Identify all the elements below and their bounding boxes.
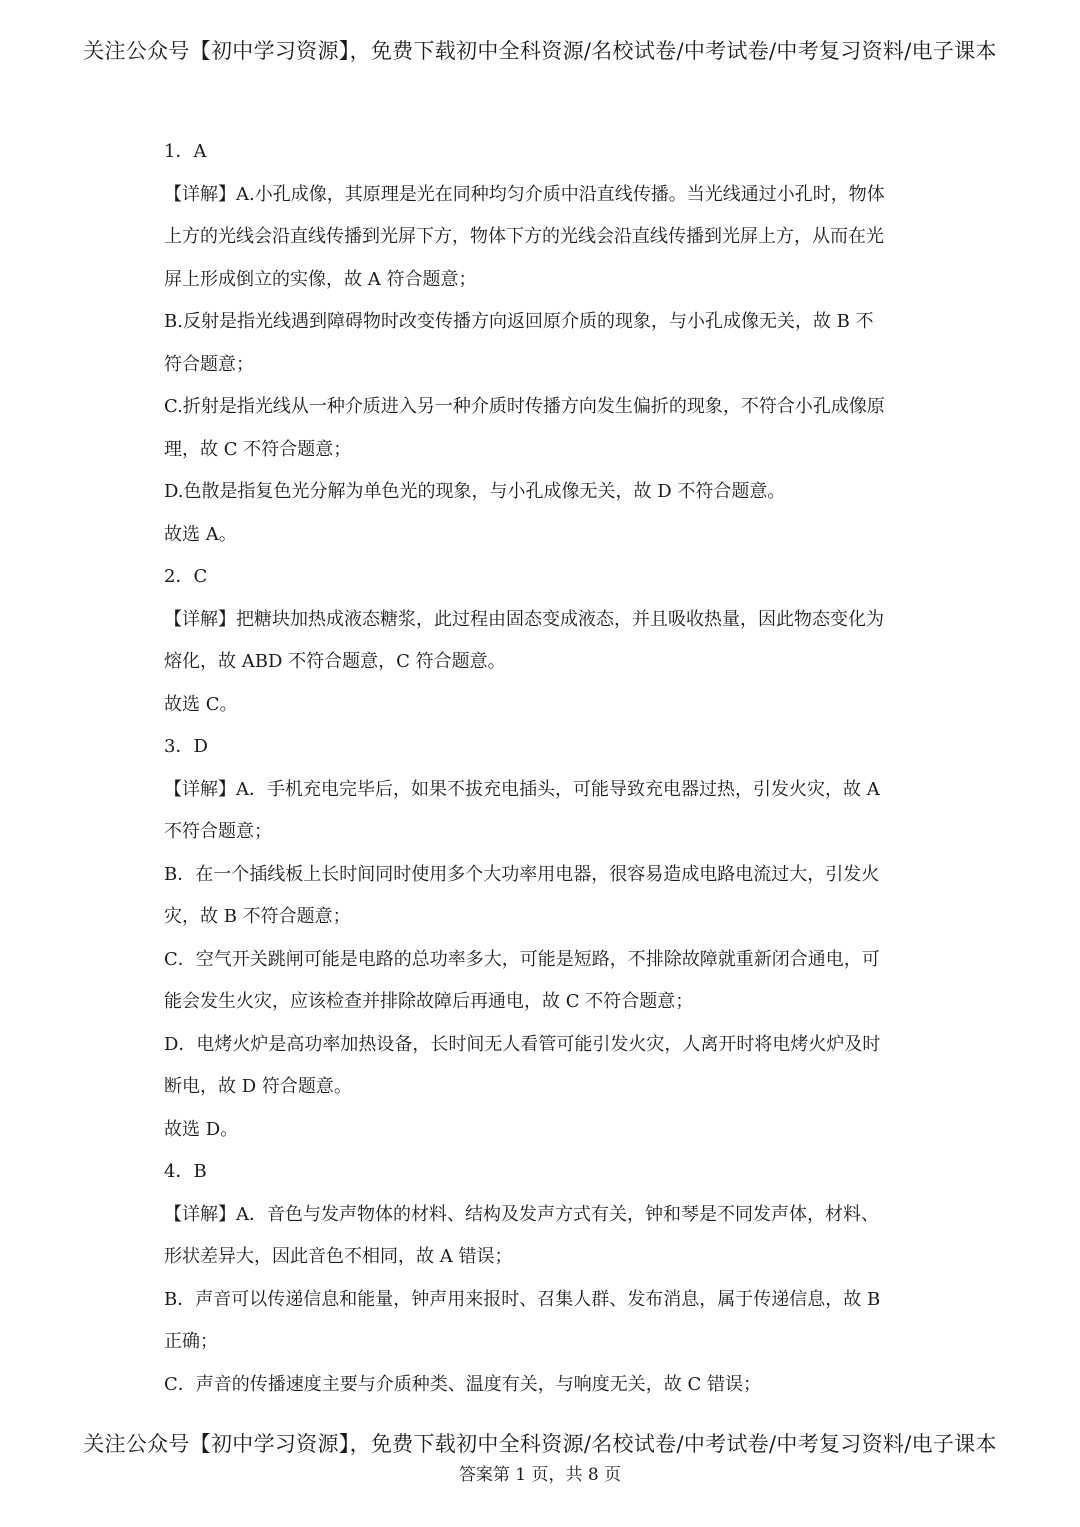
explanation-line: 【详解】A．音色与发声物体的材料、结构及发声方式有关，钟和琴是不同发声体，材料、 xyxy=(164,1203,879,1225)
explanation-line: 【详解】A．手机充电完毕后，如果不拔充电插头，可能导致充电器过热，引发火灾，故 A xyxy=(164,778,880,800)
explanation-line: 上方的光线会沿直线传播到光屏下方，物体下方的光线会沿直线传播到光屏上方，从而在光 xyxy=(164,226,884,247)
conclusion-line: 故选 D。 xyxy=(164,1118,239,1140)
explanation-line: C.折射是指光线从一种介质进入另一种介质时传播方向发生偏折的现象，不符合小孔成像原 xyxy=(164,396,885,417)
footer-banner: 关注公众号【初中学习资源】，免费下载初中全科资源/名校试卷/中考试卷/中考复习资料/电子课本 xyxy=(83,1432,997,1456)
header-banner: 关注公众号【初中学习资源】，免费下载初中全科资源/名校试卷/中考试卷/中考复习资料/电子课本 xyxy=(83,39,997,63)
explanation-line: D．电烤火炉是高功率加热设备，长时间无人看管可能引发火灾，人离开时将电烤火炉及时 xyxy=(164,1033,881,1055)
explanation-line: C．空气开关跳闸可能是电路的总功率多大，可能是短路，不排除故障就重新闭合通电，可 xyxy=(164,948,880,970)
explanation-line: B．声音可以传递信息和能量，钟声用来报时、召集人群、发布消息，属于传递信息，故 B xyxy=(164,1288,881,1310)
answer-heading: 4．B xyxy=(164,1161,207,1182)
explanation-line: 屏上形成倒立的实像，故 A 符合题意； xyxy=(164,268,477,290)
explanation-line: 形状差异大，因此音色不相同，故 A 错误； xyxy=(164,1246,513,1267)
explanation-line: 不符合题意； xyxy=(164,821,272,842)
explanation-line: B.反射是指光线遇到障碍物时改变传播方向返回原介质的现象，与小孔成像无关，故 B 不 xyxy=(164,311,874,332)
answer-heading: 3．D xyxy=(164,736,208,757)
explanation-line: D.色散是指复色光分解为单色光的现象，与小孔成像无关，故 D 不符合题意。 xyxy=(164,481,786,502)
explanation-line: 【详解】A.小孔成像，其原理是光在同种均匀介质中沿直线传播。当光线通过小孔时，物体 xyxy=(164,183,885,205)
explanation-line: 灾，故 B 不符合题意； xyxy=(164,906,351,927)
explanation-line: 能会发生火灾，应该检查并排除故障后再通电，故 C 不符合题意； xyxy=(164,991,694,1012)
explanation-line: 断电，故 D 符合题意。 xyxy=(164,1076,352,1097)
explanation-line: C．声音的传播速度主要与介质种类、温度有关，与响度无关，故 C 错误； xyxy=(164,1373,761,1395)
explanation-line: B．在一个插线板上长时间同时使用多个大功率用电器，很容易造成电路电流过大，引发火 xyxy=(164,863,880,885)
explanation-line: 理，故 C 不符合题意； xyxy=(164,438,352,460)
answer-heading: 1．A xyxy=(164,141,207,162)
answer-heading: 2．C xyxy=(164,566,208,587)
explanation-line: 【详解】把糖块加热成液态糖浆，此过程由固态变成液态，并且吸收热量，因此物态变化为 xyxy=(164,608,884,630)
page-number: 答案第 1 页，共 8 页 xyxy=(458,1465,622,1485)
conclusion-line: 故选 A。 xyxy=(164,523,237,545)
explanation-line: 正确； xyxy=(164,1331,218,1352)
answer-content xyxy=(164,131,924,1406)
explanation-line: 符合题意； xyxy=(164,353,254,375)
explanation-line: 熔化，故 ABD 不符合题意，C 符合题意。 xyxy=(164,651,506,672)
conclusion-line: 故选 C。 xyxy=(164,693,238,715)
